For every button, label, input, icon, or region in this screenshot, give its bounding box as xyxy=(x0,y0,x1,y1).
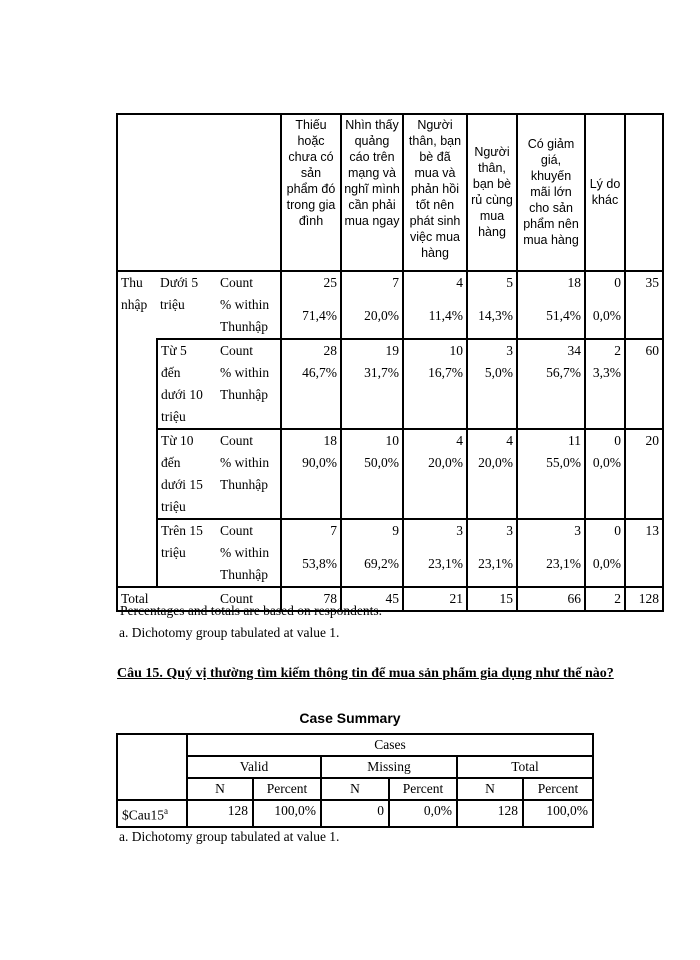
table-row xyxy=(117,519,663,542)
cell-percent: 5,0% xyxy=(467,362,517,429)
percent-header: Percent xyxy=(523,778,593,800)
cell-percent: 31,7% xyxy=(341,362,403,429)
summary-cell: 0 xyxy=(321,800,389,827)
cell-percent: 0,0% xyxy=(585,542,625,587)
n-header: N xyxy=(457,778,523,800)
cell-count: 3 xyxy=(403,519,467,542)
summary-cell: 128 xyxy=(187,800,253,827)
cell-count: 4 xyxy=(403,271,467,294)
total-header: Total xyxy=(457,756,593,778)
percent-label: % within Thunhập xyxy=(220,365,270,402)
cell-count: 18 xyxy=(517,271,585,294)
case-summary-table xyxy=(116,733,594,828)
cell-percent: 23,1% xyxy=(517,542,585,587)
cell-count: 25 xyxy=(281,271,341,294)
col-header: Nhìn thấy quảng cáo trên mạng và nghĩ mình cần phải mua ngay xyxy=(341,114,403,271)
table-row xyxy=(117,734,593,756)
col-header: Người thân, bạn bè rủ cùng mua hàng xyxy=(467,114,517,271)
summary-cell: 0,0% xyxy=(389,800,457,827)
cell-percent: 11,4% xyxy=(403,294,467,339)
table-row xyxy=(117,339,663,362)
cell-count: 45 xyxy=(341,587,403,611)
group-label: Từ 10 đến dưới 15 triệu xyxy=(157,429,217,519)
cell-count: 3 xyxy=(467,339,517,362)
percent-note: Percentages and totals are based on respondents. xyxy=(120,603,383,618)
cell-count: 4 xyxy=(467,429,517,452)
table-row xyxy=(117,778,593,800)
cell-count: 28 xyxy=(281,339,341,362)
cell-total: 128 xyxy=(625,587,663,611)
header-corner xyxy=(117,114,281,271)
cell-percent: 46,7% xyxy=(281,362,341,429)
table-row xyxy=(117,271,663,294)
cell-percent: 53,8% xyxy=(281,542,341,587)
cell-count: 19 xyxy=(341,339,403,362)
cell-total: 13 xyxy=(625,519,663,587)
summary-cell: 128 xyxy=(457,800,523,827)
missing-header: Missing xyxy=(321,756,457,778)
col-header: Thiếu hoặc chưa có sản phẩm đó trong gia đình xyxy=(281,114,341,271)
count-label: Count xyxy=(217,339,281,362)
count-label: Count xyxy=(217,587,281,611)
summary-corner xyxy=(117,734,187,800)
cell-percent: 16,7% xyxy=(403,362,467,429)
percent-label: % within Thunhập xyxy=(220,545,270,582)
row-variable-label: Thu nhập xyxy=(117,271,157,339)
cell-percent: 51,4% xyxy=(517,294,585,339)
cell-count: 7 xyxy=(281,519,341,542)
cell-percent: 71,4% xyxy=(281,294,341,339)
cell-count: 66 xyxy=(517,587,585,611)
header-row xyxy=(117,114,663,271)
cell-count: 18 xyxy=(281,429,341,452)
col-header-total xyxy=(625,114,663,271)
col-header: Người thân, bạn bè đã mua và phản hồi tốt nên phát sinh việc mua hàng xyxy=(403,114,467,271)
summary-cell: 100,0% xyxy=(523,800,593,827)
cell-percent: 23,1% xyxy=(403,542,467,587)
count-label: Count xyxy=(217,429,281,452)
col-header: Có giảm giá, khuyến mãi lớn cho sản phẩm nên mua hàng xyxy=(517,114,585,271)
percent-header: Percent xyxy=(253,778,321,800)
cell-count: 21 xyxy=(403,587,467,611)
valid-header: Valid xyxy=(187,756,321,778)
count-label: Count xyxy=(217,519,281,542)
group-label: Trên 15 triệu xyxy=(157,519,217,587)
cell-percent: 90,0% xyxy=(281,452,341,519)
cell-percent: 56,7% xyxy=(517,362,585,429)
cell-count: 15 xyxy=(467,587,517,611)
col-header: Lý do khác xyxy=(585,114,625,271)
cell-count: 3 xyxy=(467,519,517,542)
cell-percent: 55,0% xyxy=(517,452,585,519)
table-row xyxy=(117,756,593,778)
cell-percent: 23,1% xyxy=(467,542,517,587)
percent-label: % within Thunhập xyxy=(220,297,270,334)
group-label: Từ 5 đến dưới 10 triệu xyxy=(157,339,217,429)
cell-total: 60 xyxy=(625,339,663,429)
n-header: N xyxy=(187,778,253,800)
percent-label: % within Thunhập xyxy=(220,455,270,492)
cell-percent: 0,0% xyxy=(585,452,625,519)
group-label: Dưới 5 triệu xyxy=(157,271,217,339)
cell-count: 10 xyxy=(341,429,403,452)
question-heading: Câu 15. Quý vị thường tìm kiếm thông tin để mua sản phẩm gia dụng như thế nào? xyxy=(117,666,614,681)
cell-count: 0 xyxy=(585,271,625,294)
cell-count: 2 xyxy=(585,339,625,362)
cell-count: 78 xyxy=(281,587,341,611)
cell-count: 3 xyxy=(517,519,585,542)
cell-count: 9 xyxy=(341,519,403,542)
cell-percent: 20,0% xyxy=(403,452,467,519)
row-variable-spacer xyxy=(117,339,157,587)
case-summary-title: Case Summary xyxy=(299,710,401,726)
total-label: Total xyxy=(117,587,217,611)
cell-percent: 20,0% xyxy=(341,294,403,339)
cases-header: Cases xyxy=(187,734,593,756)
n-header: N xyxy=(321,778,389,800)
cell-percent: 14,3% xyxy=(467,294,517,339)
cell-percent: 69,2% xyxy=(341,542,403,587)
crosstab-table xyxy=(116,113,664,612)
summary-note: a. Dichotomy group tabulated at value 1. xyxy=(119,829,340,844)
percent-header: Percent xyxy=(389,778,457,800)
cell-count: 4 xyxy=(403,429,467,452)
cell-count: 5 xyxy=(467,271,517,294)
dichotomy-note: a. Dichotomy group tabulated at value 1. xyxy=(119,625,340,640)
cell-count: 2 xyxy=(585,587,625,611)
cell-count: 7 xyxy=(341,271,403,294)
cell-total: 20 xyxy=(625,429,663,519)
table-row xyxy=(117,800,593,827)
cell-count: 11 xyxy=(517,429,585,452)
cell-percent: 20,0% xyxy=(467,452,517,519)
cell-count: 34 xyxy=(517,339,585,362)
cell-count: 0 xyxy=(585,429,625,452)
summary-row-label: $Cau15$^a$ xyxy=(117,800,187,827)
cell-count: 0 xyxy=(585,519,625,542)
cell-percent: 0,0% xyxy=(585,294,625,339)
cell-percent: 3,3% xyxy=(585,362,625,429)
count-label: Count xyxy=(217,271,281,294)
table-row xyxy=(117,429,663,452)
cell-percent: 50,0% xyxy=(341,452,403,519)
summary-cell: 100,0% xyxy=(253,800,321,827)
cell-count: 10 xyxy=(403,339,467,362)
cell-total: 35 xyxy=(625,271,663,339)
